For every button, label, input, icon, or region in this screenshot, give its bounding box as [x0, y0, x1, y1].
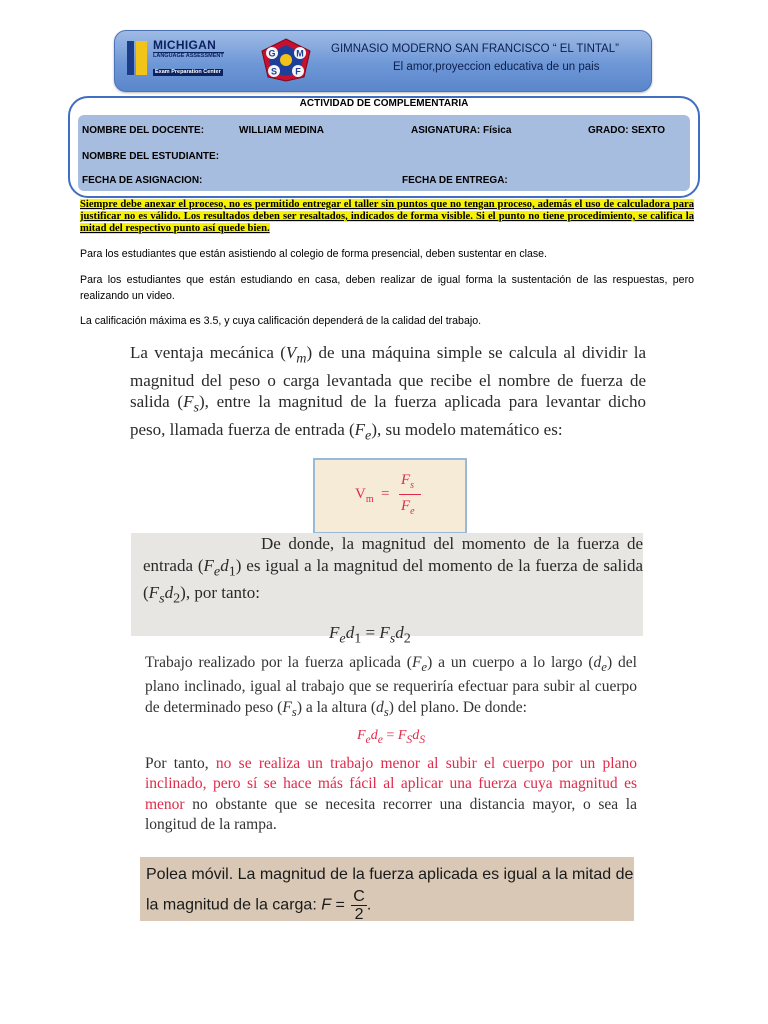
mechanical-advantage-text: La ventaja mecánica $(V_m)$ de una máquina simple se calcula al dividir la magnitud del peso o carga levantada que recibe el nombre de fuerza de salida $(F_s)$, entre la magnitud de la fuerza aplicada para levantar dicho peso, llamada fuerza de entrada $(F_e)$, su modelo matemático es:: [130, 343, 646, 444]
instruction-paragraph-1: Para los estudiantes que están asistiendo al colegio de forma presencial, deben sustentar en clase.: [80, 248, 548, 260]
inclined-plane-text: Trabajo realizado por la fuerza aplicada $(F_e)$ a un cuerpo a lo largo $(d_e)$ del plano inclinado, igual al trabajo que se requeriría efectuar para subir al cuerpo de determinado peso $(F_s)$ a la altura $(d_s)$ del plano. De donde: $F_ed_e = F_Sd_S$ Por tanto, no se realiza un trabajo menor al subir el cuerpo por un plano inclinado, pero sí se hace más fácil al aplicar una fuerza cuya magnitud es menor no obstante que se necesita recorrer una distancia mayor, o sea la longitud de la rampa.: [145, 654, 637, 834]
crest-letter-s: S: [270, 66, 278, 77]
michigan-logo-line1: LANGUAGE ASSESSMENT: [153, 53, 224, 59]
moment-formula: $F_ed_1 = F_sd_2$: [329, 623, 411, 647]
due-date-label: FECHA DE ENTREGA:: [402, 175, 508, 186]
activity-info-fields: [78, 115, 690, 191]
michigan-logo-title: MICHIGAN: [153, 38, 217, 52]
teacher-label: NOMBRE DEL DOCENTE:: [82, 125, 205, 136]
assigned-date-label: FECHA DE ASIGNACION:: [82, 175, 203, 186]
work-formula: $F_ed_e = F_Sd_S$: [356, 728, 426, 746]
activity-info-box: [68, 96, 700, 198]
instruction-highlight: [80, 199, 694, 234]
conclusion-highlight: no se realiza un trabajo menor al subir el cuerpo por un plano inclinado, pero sí se hace más fácil al aplicar una fuerza cuya magnitud es menor: [145, 755, 637, 813]
activity-title: ACTIVIDAD DE COMPLEMENTARIA: [299, 98, 469, 109]
movable-pulley-text: Polea móvil. La magnitud de la fuerza aplicada es igual a la mitad de la magnitud de la carga: F = $\frac{C}{2}$ .: [146, 866, 634, 923]
school-name: GIMNASIO MODERNO SAN FRANCISCO “ EL TINTAL”: [331, 43, 619, 55]
school-motto: El amor,proyeccion educativa de un pais: [393, 61, 600, 73]
grade-label: GRADO: SEXTO: [588, 125, 666, 136]
school-header-banner: [114, 30, 652, 92]
crest-letter-f: F: [295, 66, 301, 77]
movable-pulley-box: [140, 857, 634, 921]
moment-equality-box: [131, 533, 644, 647]
michigan-logo: [127, 37, 247, 77]
school-crest-icon: [260, 37, 312, 83]
michigan-logo-line2: Exam Preparation Center: [155, 69, 221, 75]
mechanical-advantage-formula: $V_m$ = $F_s$ $F_e$: [313, 458, 467, 534]
pulley-fraction: $\frac{C}{2}$: [353, 888, 365, 923]
michigan-flag-icon: [127, 41, 147, 75]
student-label: NOMBRE DEL ESTUDIANTE:: [82, 151, 220, 162]
teacher-value: WILLIAM MEDINA: [239, 125, 324, 136]
crest-letter-m: M: [296, 48, 304, 59]
instruction-paragraph-2: Para los estudiantes que están estudiando en casa, deben realizar de igual forma la sustentación de las respuestas, pero realizando un video.: [80, 274, 694, 302]
subject-label: ASIGNATURA: Física: [411, 125, 512, 136]
moment-equality-text: De donde, la magnitud del momento de la fuerza de entrada $(F_ed_1)$ es igual a la magnitud del momento de la fuerza de salida $(F_sd_2)$, por tanto: $F_ed_1 = F_sd_2$: [131, 533, 643, 650]
instruction-highlight-text: Siempre debe anexar el proceso, no es permitido entregar el taller sin puntos que no tengan proceso, además el uso de calculadora para justificar no es válido. Los resultados deben ser resaltados, indicados de forma visible. Si el punto no tiene procedimiento, se califica la mitad del respectivo punto así quede bien.: [80, 199, 694, 234]
instruction-paragraph-3: La calificación máxima es 3.5, y cuya calificación dependerá de la calidad del trabajo.: [80, 315, 482, 327]
crest-letter-g: G: [268, 48, 276, 59]
